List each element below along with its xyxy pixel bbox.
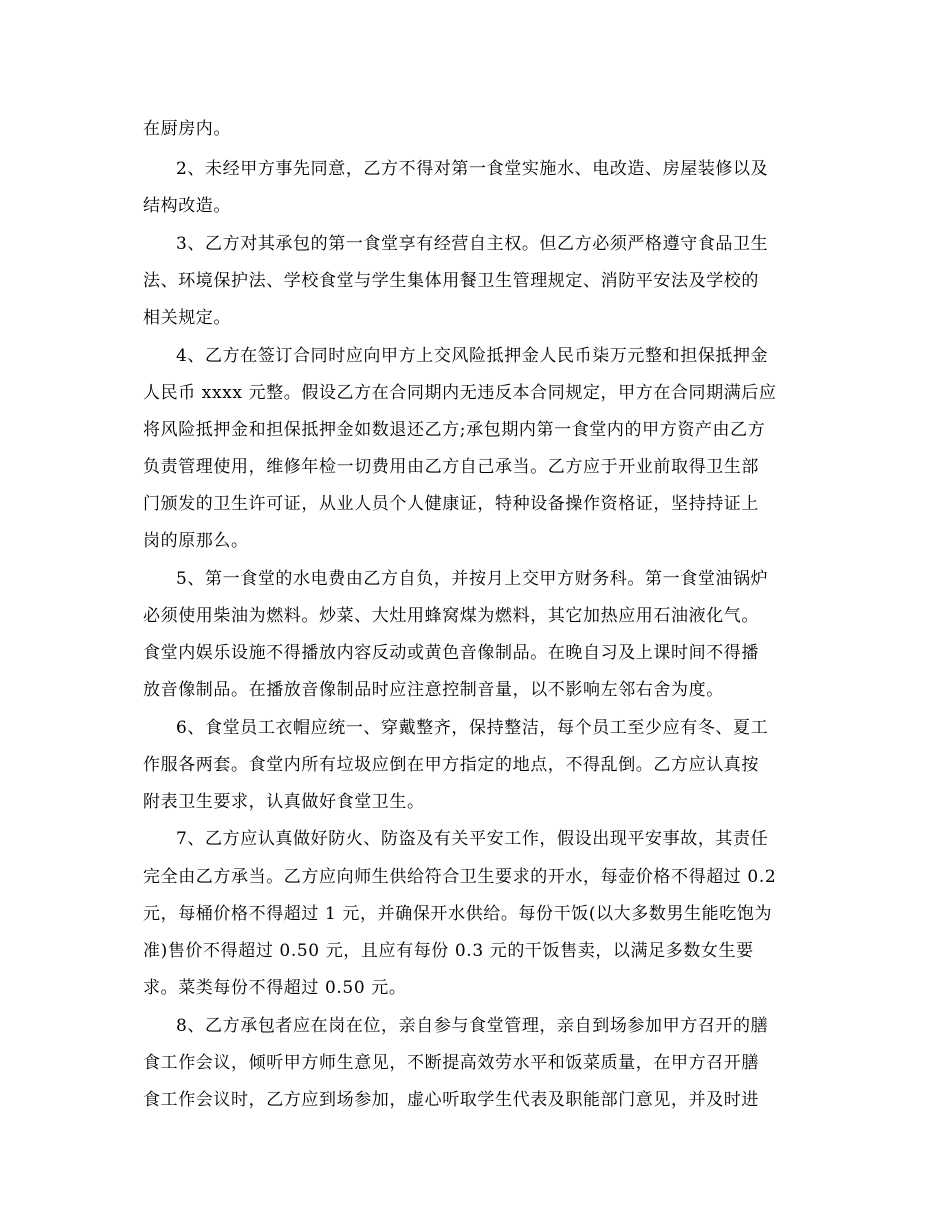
text-line: 作服各两套。食堂内所有垃圾应倒在甲方指定的地点，不得乱倒。乙方应认真按 [143,755,759,775]
text-line: 2、未经甲方事先同意，乙方不得对第一食堂实施水、电改造、房屋装修以及 [176,159,769,179]
text-line: 7、乙方应认真做好防火、防盗及有关平安工作，假设出现平安事故，其责任 [176,829,769,849]
text-line: 8、乙方承包者应在岗在位，亲自参与食堂管理，亲自到场参加甲方召开的膳 [176,1016,769,1036]
text-line: 元，每桶价格不得超过 1 元，并确保开水供给。每份干饭(以大多数男生能吃饱为 [143,904,773,924]
text-line: 岗的原那么。 [143,531,249,551]
text-line: 在厨房内。 [143,119,231,139]
text-line: 食工作会议时，乙方应到场参加，虚心听取学生代表及职能部门意见，并及时进 [143,1090,759,1110]
text-line: 法、环境保护法、学校食堂与学生集体用餐卫生管理规定、消防平安法及学校的 [143,271,759,291]
text-line: 必须使用柴油为燃料。炒菜、大灶用蜂窝煤为燃料，其它加热应用石油液化气。 [143,606,759,626]
text-line: 4、乙方在签订合同时应向甲方上交风险抵押金人民币柒万元整和担保抵押金 [176,346,769,366]
text-line: 食工作会议，倾听甲方师生意见，不断提高效劳水平和饭菜质量，在甲方召开膳 [143,1053,759,1073]
text-line: 完全由乙方承当。乙方应向师生供给符合卫生要求的开水，每壶价格不得超过 0.2 [143,867,777,887]
text-line: 人民币 xxxx 元整。假设乙方在合同期内无违反本合同规定，甲方在合同期满后应 [143,383,777,403]
text-line: 放音像制品。在播放音像制品时应注意控制音量，以不影响左邻右舍为度。 [143,680,724,700]
text-line: 门颁发的卫生许可证，从业人员个人健康证，特种设备操作资格证，坚持持证上 [143,494,759,514]
text-line: 结构改造。 [143,196,231,216]
text-line: 相关规定。 [143,308,231,328]
text-line: 附表卫生要求，认真做好食堂卫生。 [143,792,425,812]
text-line: 5、第一食堂的水电费由乙方自负，并按月上交甲方财务科。第一食堂油锅炉 [176,569,769,589]
text-line: 6、食堂员工衣帽应统一、穿戴整齐，保持整洁，每个员工至少应有冬、夏工 [176,718,769,738]
text-line: 负责管理使用，维修年检一切费用由乙方自己承当。乙方应于开业前取得卫生部 [143,457,759,477]
text-line: 将风险抵押金和担保抵押金如数退还乙方;承包期内第一食堂内的甲方资产由乙方 [143,420,766,440]
text-line: 3、乙方对其承包的第一食堂享有经营自主权。但乙方必须严格遵守食品卫生 [176,234,769,254]
text-line: 准)售价不得超过 0.50 元，且应有每份 0.3 元的干饭售卖，以满足多数女生要 [143,941,754,961]
text-line: 求。菜类每份不得超过 0.50 元。 [143,978,407,998]
text-line: 食堂内娱乐设施不得播放内容反动或黄色音像制品。在晚自习及上课时间不得播 [143,643,759,663]
